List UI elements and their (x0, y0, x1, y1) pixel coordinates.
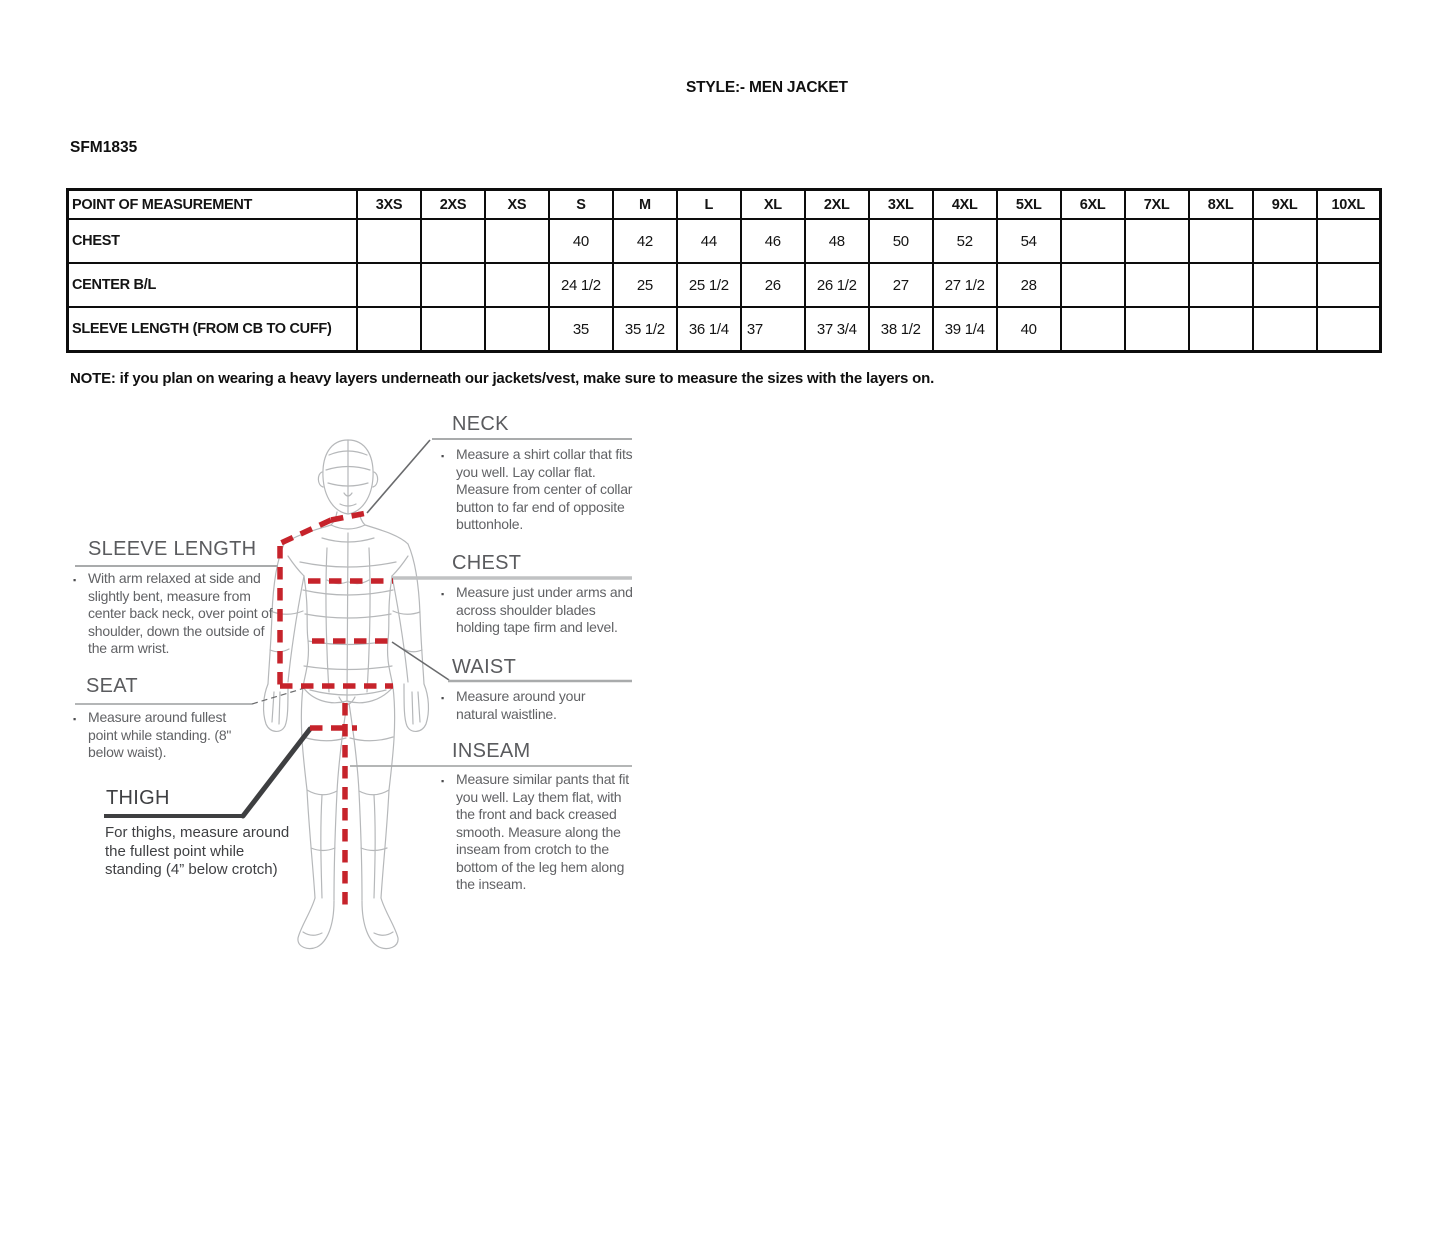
column-header-size: S (549, 190, 613, 220)
column-header-size: XS (485, 190, 549, 220)
size-value-cell: 38 1/2 (869, 307, 933, 352)
size-value-cell: 27 (869, 263, 933, 307)
bullet-icon: ▪ (441, 589, 444, 599)
waist-description: ▪ Measure around your natural waistline. (441, 688, 586, 722)
column-header-size: 10XL (1317, 190, 1381, 220)
size-value-cell: 44 (677, 219, 741, 263)
column-header-size: L (677, 190, 741, 220)
bullet-icon: ▪ (73, 575, 76, 585)
size-value-cell (357, 263, 421, 307)
waist-heading: WAIST (452, 656, 517, 678)
bullet-icon: ▪ (441, 776, 444, 786)
size-table (66, 188, 1382, 353)
chest-description: ▪ Measure just under arms and across shoulder blades holding tape firm and level. (441, 584, 633, 635)
size-value-cell: 37 (741, 307, 805, 352)
size-value-cell (485, 219, 549, 263)
thigh-description: For thighs, measure around the fullest point while standing (4” below crotch) (105, 824, 290, 878)
size-value-cell (1317, 219, 1381, 263)
size-value-cell: 40 (997, 307, 1061, 352)
size-value-cell (485, 307, 549, 352)
sleeve-length-description: ▪ With arm relaxed at side and slightly bent, measure from center back neck, over point of shoulder, down the outside of the arm wrist. (73, 570, 273, 656)
measure-line-shoulder (281, 520, 331, 543)
inseam-description: ▪ Measure similar pants that fit you well. Lay them flat, with the front and back creased smooth. Measure along the inseam from crotch to the bottom of the leg hem along the inseam. (441, 771, 629, 892)
size-value-cell: 37 3/4 (805, 307, 869, 352)
size-value-cell (1061, 307, 1125, 352)
leader-waist (392, 642, 449, 680)
table-row (68, 219, 1381, 263)
size-value-cell (1189, 219, 1253, 263)
size-value-cell (421, 263, 485, 307)
size-value-cell (1317, 263, 1381, 307)
column-header-size: 6XL (1061, 190, 1125, 220)
size-value-cell: 52 (933, 219, 997, 263)
row-label: SLEEVE LENGTH (FROM CB TO CUFF) (68, 307, 358, 352)
sleeve-length-heading: SLEEVE LENGTH (88, 538, 257, 560)
leader-neck (367, 440, 430, 513)
size-value-cell (421, 307, 485, 352)
size-value-cell: 35 1/2 (613, 307, 677, 352)
size-value-cell: 27 1/2 (933, 263, 997, 307)
size-value-cell (357, 307, 421, 352)
size-value-cell (421, 219, 485, 263)
row-label: CHEST (68, 219, 358, 263)
size-value-cell (1317, 307, 1381, 352)
bullet-icon: ▪ (441, 451, 444, 461)
style-code: SFM1835 (70, 139, 138, 156)
size-value-cell (1061, 263, 1125, 307)
size-value-cell (1253, 219, 1317, 263)
chest-heading: CHEST (452, 552, 522, 574)
neck-heading: NECK (452, 413, 509, 435)
column-header-size: 4XL (933, 190, 997, 220)
size-value-cell: 28 (997, 263, 1061, 307)
size-value-cell: 35 (549, 307, 613, 352)
column-header-size: 2XS (421, 190, 485, 220)
size-value-cell: 26 1/2 (805, 263, 869, 307)
column-header-size: 9XL (1253, 190, 1317, 220)
table-row (68, 307, 1381, 352)
size-value-cell (1125, 307, 1189, 352)
size-value-cell (1253, 263, 1317, 307)
size-value-cell: 40 (549, 219, 613, 263)
bullet-icon: ▪ (73, 714, 76, 724)
size-value-cell: 54 (997, 219, 1061, 263)
size-value-cell (1189, 263, 1253, 307)
size-value-cell: 25 (613, 263, 677, 307)
table-header-row (68, 190, 1381, 220)
size-value-cell: 46 (741, 219, 805, 263)
column-header-size: 5XL (997, 190, 1061, 220)
seat-description: ▪ Measure around fullest point while standing. (8" below waist). (73, 709, 232, 760)
size-value-cell: 25 1/2 (677, 263, 741, 307)
row-label: CENTER B/L (68, 263, 358, 307)
size-value-cell: 39 1/4 (933, 307, 997, 352)
bullet-icon: ▪ (441, 693, 444, 703)
measure-lines (280, 513, 393, 912)
column-header-size: 3XL (869, 190, 933, 220)
seat-heading: SEAT (86, 675, 138, 697)
size-value-cell (1189, 307, 1253, 352)
column-header-size: 3XS (357, 190, 421, 220)
thigh-heading: THIGH (106, 787, 170, 809)
column-header-size: 2XL (805, 190, 869, 220)
size-value-cell: 42 (613, 219, 677, 263)
size-value-cell: 50 (869, 219, 933, 263)
size-value-cell: 48 (805, 219, 869, 263)
size-value-cell (1061, 219, 1125, 263)
column-header-size: XL (741, 190, 805, 220)
size-value-cell (357, 219, 421, 263)
column-header-size: 7XL (1125, 190, 1189, 220)
column-header-size: M (613, 190, 677, 220)
neck-description: ▪ Measure a shirt collar that fits you well. Lay collar flat. Measure from center of collar button to far end of opposite buttonhole. (441, 446, 633, 532)
size-value-cell (1253, 307, 1317, 352)
inseam-heading: INSEAM (452, 740, 531, 762)
size-value-cell (1125, 219, 1189, 263)
column-header-size: 8XL (1189, 190, 1253, 220)
table-row (68, 263, 1381, 307)
size-value-cell: 36 1/4 (677, 307, 741, 352)
column-header-point-of-measurement: POINT OF MEASUREMENT (68, 190, 358, 220)
leader-thigh (243, 729, 310, 816)
size-value-cell: 24 1/2 (549, 263, 613, 307)
size-value-cell (1125, 263, 1189, 307)
size-value-cell (485, 263, 549, 307)
page-title: STYLE:- MEN JACKET (686, 79, 848, 96)
note-text: NOTE: if you plan on wearing a heavy layers underneath our jackets/vest, make sure to measure the sizes with the layers on. (70, 370, 935, 387)
size-value-cell: 26 (741, 263, 805, 307)
